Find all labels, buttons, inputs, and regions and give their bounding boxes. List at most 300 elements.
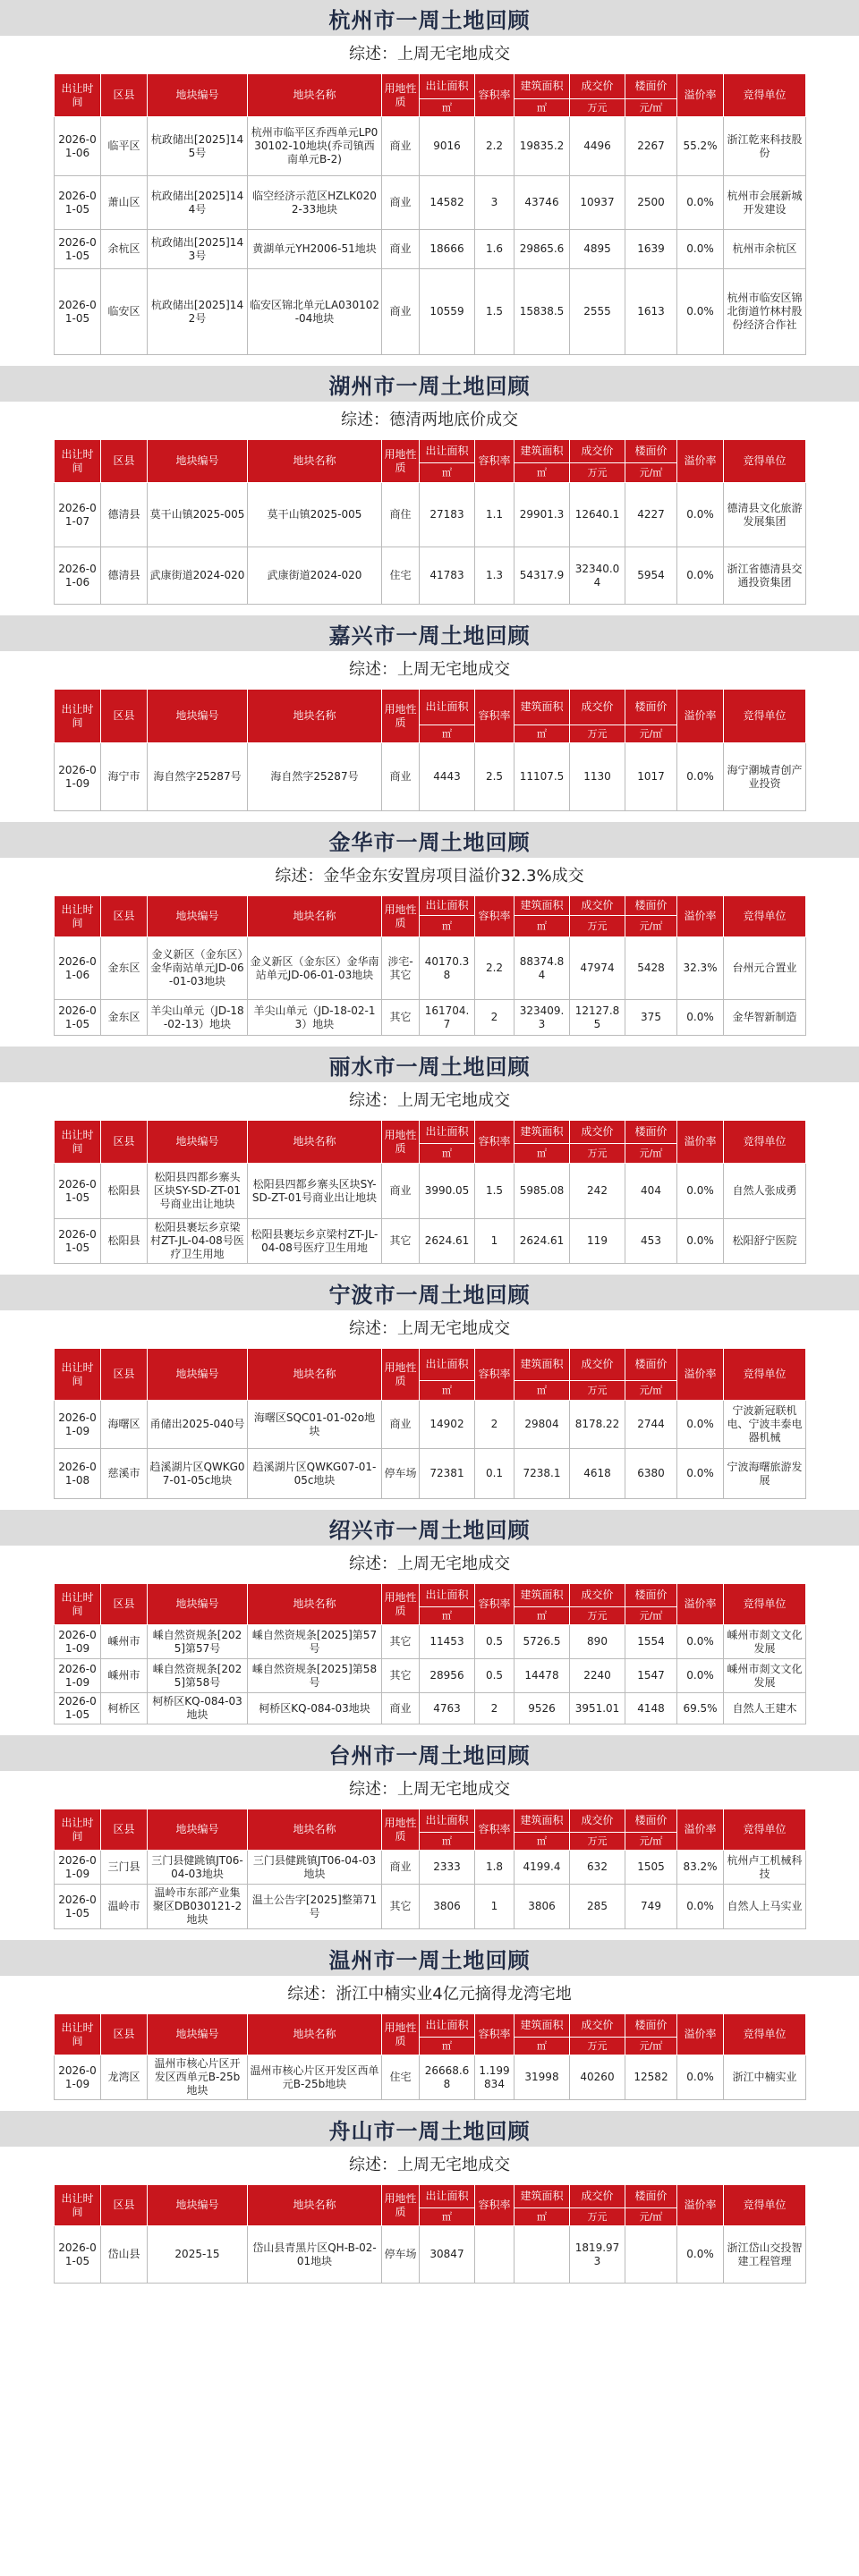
cell-name: 嵊自然资规条[2025]第57号 — [248, 1625, 382, 1659]
header-use: 用地性质 — [382, 2185, 420, 2226]
header-build-area: 建筑面积 — [515, 1349, 570, 1381]
header-name: 地块名称 — [248, 440, 382, 483]
table-row — [55, 176, 806, 230]
header-unit-area: ㎡ — [420, 1833, 475, 1851]
header-unit-area: ㎡ — [420, 1607, 475, 1625]
header-unit-unit-price: 元/㎡ — [625, 1381, 677, 1401]
header-district: 区县 — [101, 74, 148, 117]
cell-price: 12640.1 — [570, 483, 625, 547]
section-summary: 综述：浙江中楠实业4亿元摘得龙湾宅地 — [287, 1985, 572, 2004]
header-far: 容积率 — [475, 1349, 515, 1401]
header-use: 用地性质 — [382, 1809, 420, 1851]
cell-buyer: 杭州市余杭区 — [724, 230, 806, 269]
header-unit-price: 万元 — [570, 2208, 625, 2226]
header-far: 容积率 — [475, 2014, 515, 2055]
table-row — [55, 1625, 806, 1659]
table-row — [55, 937, 806, 1000]
cell-code: 莫干山镇2025-005 — [148, 483, 248, 547]
cell-name: 羊尖山单元（JD-18-02-13）地块 — [248, 1000, 382, 1036]
land-table — [54, 2184, 806, 2284]
table-row — [55, 1693, 806, 1724]
cell-far: 2.2 — [475, 937, 515, 1000]
cell-premium: 0.0% — [677, 269, 724, 355]
cell-date: 2026-01-05 — [55, 230, 101, 269]
header-use: 用地性质 — [382, 1121, 420, 1164]
header-price: 成交价 — [570, 1121, 625, 1144]
cell-unit-price: 404 — [625, 1164, 677, 1219]
header-unit-area: ㎡ — [420, 1381, 475, 1401]
header-date: 出让时间 — [55, 440, 101, 483]
section-shaoxing — [0, 1510, 859, 1735]
cell-price: 32340.04 — [570, 547, 625, 605]
header-unit-build-area: ㎡ — [515, 463, 570, 483]
cell-buyer: 杭州市临安区锦北街道竹林村股份经济合作社 — [724, 269, 806, 355]
section-title: 杭州市一周土地回顾 — [0, 0, 859, 36]
header-unit-unit-price: 元/㎡ — [625, 99, 677, 117]
header-far: 容积率 — [475, 440, 515, 483]
section-title: 绍兴市一周土地回顾 — [0, 1510, 859, 1546]
cell-price: 890 — [570, 1625, 625, 1659]
cell-area: 4443 — [420, 743, 475, 811]
header-unit-build-area: ㎡ — [515, 1833, 570, 1851]
header-name: 地块名称 — [248, 1584, 382, 1625]
header-name: 地块名称 — [248, 74, 382, 117]
section-jinhua — [0, 822, 859, 1046]
header-area: 出让面积 — [420, 2014, 475, 2038]
cell-date: 2026-01-09 — [55, 1625, 101, 1659]
section-summary: 综述：上周无宅地成交 — [349, 45, 510, 64]
land-table — [54, 1348, 806, 1499]
header-unit-price: 楼面价 — [625, 440, 677, 463]
header-buyer: 竞得单位 — [724, 2185, 806, 2226]
header-code: 地块编号 — [148, 74, 248, 117]
header-unit-price: 楼面价 — [625, 2185, 677, 2208]
cell-premium: 0.0% — [677, 230, 724, 269]
header-price: 成交价 — [570, 2185, 625, 2208]
header-code: 地块编号 — [148, 896, 248, 937]
cell-premium: 0.0% — [677, 1219, 724, 1264]
cell-far: 2.5 — [475, 743, 515, 811]
header-use: 用地性质 — [382, 2014, 420, 2055]
cell-price: 242 — [570, 1164, 625, 1219]
cell-code: 海自然字25287号 — [148, 743, 248, 811]
cell-district: 龙湾区 — [101, 2055, 148, 2100]
cell-price: 2240 — [570, 1659, 625, 1693]
cell-name: 金义新区（金东区）金华南站单元JD-06-01-03地块 — [248, 937, 382, 1000]
cell-area: 41783 — [420, 547, 475, 605]
cell-area: 3990.05 — [420, 1164, 475, 1219]
cell-price: 285 — [570, 1885, 625, 1929]
cell-unit-price: 1017 — [625, 743, 677, 811]
cell-area: 14902 — [420, 1401, 475, 1449]
table-row — [55, 2226, 806, 2284]
cell-premium: 0.0% — [677, 1000, 724, 1036]
table-row — [55, 1219, 806, 1264]
cell-price: 1819.973 — [570, 2226, 625, 2284]
land-table — [54, 73, 806, 355]
cell-date: 2026-01-06 — [55, 547, 101, 605]
land-table — [54, 1120, 806, 1264]
table-row — [55, 483, 806, 547]
cell-date: 2026-01-05 — [55, 2226, 101, 2284]
section-title: 温州市一周土地回顾 — [0, 1940, 859, 1976]
cell-code: 松阳县裹坛乡京梁村ZT-JL-04-08号医疗卫生用地 — [148, 1219, 248, 1264]
cell-buyer: 宁波海曙旅游发展 — [724, 1449, 806, 1499]
header-area: 出让面积 — [420, 690, 475, 725]
header-date: 出让时间 — [55, 74, 101, 117]
cell-use: 商住 — [382, 483, 420, 547]
section-zhoushan — [0, 2111, 859, 2294]
section-summary: 综述：上周无宅地成交 — [349, 1555, 510, 1573]
cell-buyer: 浙江中楠实业 — [724, 2055, 806, 2100]
cell-area: 161704.7 — [420, 1000, 475, 1036]
header-unit-price: 万元 — [570, 463, 625, 483]
cell-name: 武康街道2024-020 — [248, 547, 382, 605]
cell-build-area: 88374.84 — [515, 937, 570, 1000]
header-buyer: 竞得单位 — [724, 74, 806, 117]
cell-date: 2026-01-05 — [55, 176, 101, 230]
cell-unit-price: 2500 — [625, 176, 677, 230]
header-unit-price: 楼面价 — [625, 2014, 677, 2038]
cell-premium: 83.2% — [677, 1851, 724, 1885]
cell-premium: 0.0% — [677, 743, 724, 811]
table-row — [55, 269, 806, 355]
cell-name: 莫干山镇2025-005 — [248, 483, 382, 547]
cell-build-area: 5726.5 — [515, 1625, 570, 1659]
cell-unit-price: 2744 — [625, 1401, 677, 1449]
header-buyer: 竞得单位 — [724, 896, 806, 937]
cell-use: 住宅 — [382, 2055, 420, 2100]
cell-premium: 0.0% — [677, 547, 724, 605]
header-far: 容积率 — [475, 1809, 515, 1851]
header-unit-price: 楼面价 — [625, 1584, 677, 1607]
cell-use: 商业 — [382, 269, 420, 355]
cell-date: 2026-01-05 — [55, 269, 101, 355]
cell-premium: 0.0% — [677, 483, 724, 547]
header-area: 出让面积 — [420, 896, 475, 916]
cell-use: 停车场 — [382, 1449, 420, 1499]
table-row — [55, 230, 806, 269]
cell-premium: 0.0% — [677, 1164, 724, 1219]
cell-price: 3951.01 — [570, 1693, 625, 1724]
header-name: 地块名称 — [248, 1121, 382, 1164]
cell-unit-price: 1613 — [625, 269, 677, 355]
header-district: 区县 — [101, 2185, 148, 2226]
header-build-area: 建筑面积 — [515, 1121, 570, 1144]
cell-code: 温岭市东部产业集聚区DB030121-2地块 — [148, 1885, 248, 1929]
cell-district: 温岭市 — [101, 1885, 148, 1929]
header-unit-price: 楼面价 — [625, 1809, 677, 1833]
header-use: 用地性质 — [382, 1349, 420, 1401]
header-use: 用地性质 — [382, 1584, 420, 1625]
cell-name: 嵊自然资规条[2025]第58号 — [248, 1659, 382, 1693]
cell-code: 趋溪湖片区QWKG07-01-05c地块 — [148, 1449, 248, 1499]
cell-code: 杭政储出[2025]144号 — [148, 176, 248, 230]
cell-build-area: 15838.5 — [515, 269, 570, 355]
cell-date: 2026-01-06 — [55, 117, 101, 176]
cell-build-area: 14478 — [515, 1659, 570, 1693]
section-title: 台州市一周土地回顾 — [0, 1735, 859, 1771]
header-far: 容积率 — [475, 896, 515, 937]
cell-district: 松阳县 — [101, 1219, 148, 1264]
cell-code: 羊尖山单元（JD-18-02-13）地块 — [148, 1000, 248, 1036]
header-code: 地块编号 — [148, 1809, 248, 1851]
header-date: 出让时间 — [55, 2014, 101, 2055]
cell-name: 临空经济示范区HZLK0202-33地块 — [248, 176, 382, 230]
cell-district: 柯桥区 — [101, 1693, 148, 1724]
header-unit-build-area: ㎡ — [515, 99, 570, 117]
header-date: 出让时间 — [55, 1809, 101, 1851]
cell-date: 2026-01-09 — [55, 1851, 101, 1885]
header-unit-unit-price: 元/㎡ — [625, 1144, 677, 1164]
cell-use: 商业 — [382, 1164, 420, 1219]
section-summary: 综述：上周无宅地成交 — [349, 1091, 510, 1110]
cell-price: 4618 — [570, 1449, 625, 1499]
cell-far: 1.5 — [475, 269, 515, 355]
cell-code: 武康街道2024-020 — [148, 547, 248, 605]
header-unit-price: 楼面价 — [625, 896, 677, 916]
cell-area: 40170.38 — [420, 937, 475, 1000]
header-unit-build-area: ㎡ — [515, 2208, 570, 2226]
header-unit-unit-price: 元/㎡ — [625, 463, 677, 483]
cell-use: 其它 — [382, 1219, 420, 1264]
cell-buyer: 自然人张成勇 — [724, 1164, 806, 1219]
cell-name: 黄湖单元YH2006-51地块 — [248, 230, 382, 269]
header-premium: 溢价率 — [677, 1809, 724, 1851]
cell-buyer: 浙江岱山交投智建工程管理 — [724, 2226, 806, 2284]
cell-price: 8178.22 — [570, 1401, 625, 1449]
header-build-area: 建筑面积 — [515, 1584, 570, 1607]
header-far: 容积率 — [475, 690, 515, 743]
cell-far — [475, 2226, 515, 2284]
cell-build-area: 7238.1 — [515, 1449, 570, 1499]
cell-name: 三门县健跳镇JT06-04-03地块 — [248, 1851, 382, 1885]
cell-price: 119 — [570, 1219, 625, 1264]
cell-unit-price: 453 — [625, 1219, 677, 1264]
cell-buyer: 杭州卢工机械科技 — [724, 1851, 806, 1885]
cell-area: 3806 — [420, 1885, 475, 1929]
cell-far: 1.1 — [475, 483, 515, 547]
section-summary: 综述：金华金东安置房项目溢价32.3%成交 — [275, 867, 584, 886]
cell-date: 2026-01-05 — [55, 1693, 101, 1724]
cell-far: 1.8 — [475, 1851, 515, 1885]
cell-district: 金东区 — [101, 1000, 148, 1036]
header-code: 地块编号 — [148, 2014, 248, 2055]
cell-premium: 0.0% — [677, 1401, 724, 1449]
header-unit-area: ㎡ — [420, 1144, 475, 1164]
table-row — [55, 1659, 806, 1693]
header-unit-area: ㎡ — [420, 916, 475, 937]
cell-code: 三门县健跳镇JT06-04-03地块 — [148, 1851, 248, 1885]
cell-code: 杭政储出[2025]143号 — [148, 230, 248, 269]
cell-district: 临安区 — [101, 269, 148, 355]
cell-code: 2025-15 — [148, 2226, 248, 2284]
cell-date: 2026-01-09 — [55, 1659, 101, 1693]
header-date: 出让时间 — [55, 896, 101, 937]
header-district: 区县 — [101, 1349, 148, 1401]
cell-unit-price: 1547 — [625, 1659, 677, 1693]
land-table — [54, 1583, 806, 1724]
cell-date: 2026-01-05 — [55, 1219, 101, 1264]
cell-date: 2026-01-09 — [55, 1401, 101, 1449]
cell-date: 2026-01-07 — [55, 483, 101, 547]
cell-use: 其它 — [382, 1885, 420, 1929]
cell-premium: 0.0% — [677, 176, 724, 230]
cell-far: 2 — [475, 1401, 515, 1449]
header-buyer: 竞得单位 — [724, 1121, 806, 1164]
header-unit-price: 万元 — [570, 1381, 625, 1401]
header-name: 地块名称 — [248, 1349, 382, 1401]
cell-build-area: 43746 — [515, 176, 570, 230]
header-premium: 溢价率 — [677, 1584, 724, 1625]
header-use: 用地性质 — [382, 896, 420, 937]
cell-code: 柯桥区KQ-084-03地块 — [148, 1693, 248, 1724]
cell-price: 4496 — [570, 117, 625, 176]
header-unit-price: 万元 — [570, 916, 625, 937]
land-table — [54, 689, 806, 811]
table-row — [55, 1164, 806, 1219]
header-code: 地块编号 — [148, 1584, 248, 1625]
cell-district: 金东区 — [101, 937, 148, 1000]
cell-unit-price: 1639 — [625, 230, 677, 269]
header-unit-build-area: ㎡ — [515, 1381, 570, 1401]
cell-date: 2026-01-05 — [55, 1164, 101, 1219]
header-unit-area: ㎡ — [420, 99, 475, 117]
cell-name: 柯桥区KQ-084-03地块 — [248, 1693, 382, 1724]
cell-far: 1.3 — [475, 547, 515, 605]
header-date: 出让时间 — [55, 1584, 101, 1625]
cell-district: 松阳县 — [101, 1164, 148, 1219]
header-premium: 溢价率 — [677, 440, 724, 483]
cell-name: 海自然字25287号 — [248, 743, 382, 811]
header-name: 地块名称 — [248, 1809, 382, 1851]
header-unit-area: ㎡ — [420, 463, 475, 483]
section-summary: 综述：上周无宅地成交 — [349, 1319, 510, 1338]
header-unit-price: 万元 — [570, 1833, 625, 1851]
header-buyer: 竞得单位 — [724, 1809, 806, 1851]
cell-name: 趋溪湖片区QWKG07-01-05c地块 — [248, 1449, 382, 1499]
header-price: 成交价 — [570, 896, 625, 916]
header-premium: 溢价率 — [677, 2185, 724, 2226]
cell-unit-price: 4148 — [625, 1693, 677, 1724]
cell-use: 住宅 — [382, 547, 420, 605]
cell-build-area: 19835.2 — [515, 117, 570, 176]
header-district: 区县 — [101, 440, 148, 483]
header-use: 用地性质 — [382, 440, 420, 483]
header-unit-price: 万元 — [570, 725, 625, 743]
header-date: 出让时间 — [55, 2185, 101, 2226]
section-title: 丽水市一周土地回顾 — [0, 1046, 859, 1082]
cell-build-area: 29804 — [515, 1401, 570, 1449]
header-premium: 溢价率 — [677, 690, 724, 743]
cell-code: 杭政储出[2025]142号 — [148, 269, 248, 355]
section-title: 湖州市一周土地回顾 — [0, 366, 859, 402]
header-unit-build-area: ㎡ — [515, 1144, 570, 1164]
cell-unit-price: 375 — [625, 1000, 677, 1036]
cell-far: 2 — [475, 1000, 515, 1036]
header-build-area: 建筑面积 — [515, 690, 570, 725]
cell-date: 2026-01-09 — [55, 743, 101, 811]
table-row — [55, 1851, 806, 1885]
header-area: 出让面积 — [420, 74, 475, 99]
header-unit-unit-price: 元/㎡ — [625, 725, 677, 743]
cell-district: 嵊州市 — [101, 1659, 148, 1693]
section-title: 嘉兴市一周土地回顾 — [0, 615, 859, 651]
table-row — [55, 743, 806, 811]
header-premium: 溢价率 — [677, 1121, 724, 1164]
header-use: 用地性质 — [382, 74, 420, 117]
cell-build-area: 2624.61 — [515, 1219, 570, 1264]
header-buyer: 竞得单位 — [724, 1584, 806, 1625]
cell-build-area: 29865.6 — [515, 230, 570, 269]
cell-code: 甬储出2025-040号 — [148, 1401, 248, 1449]
cell-use: 商业 — [382, 117, 420, 176]
cell-buyer: 嵊州市剡文文化发展 — [724, 1625, 806, 1659]
section-wenzhou — [0, 1940, 859, 2111]
header-use: 用地性质 — [382, 690, 420, 743]
cell-unit-price: 4227 — [625, 483, 677, 547]
cell-area: 28956 — [420, 1659, 475, 1693]
header-district: 区县 — [101, 1809, 148, 1851]
cell-date: 2026-01-05 — [55, 1885, 101, 1929]
cell-use: 其它 — [382, 1659, 420, 1693]
header-unit-unit-price: 元/㎡ — [625, 916, 677, 937]
header-unit-build-area: ㎡ — [515, 916, 570, 937]
header-date: 出让时间 — [55, 690, 101, 743]
cell-far: 1.6 — [475, 230, 515, 269]
cell-premium: 32.3% — [677, 937, 724, 1000]
cell-unit-price: 12582 — [625, 2055, 677, 2100]
cell-build-area: 31998 — [515, 2055, 570, 2100]
header-name: 地块名称 — [248, 896, 382, 937]
cell-name: 岱山县青黑片区QH-B-02-01地块 — [248, 2226, 382, 2284]
header-build-area: 建筑面积 — [515, 74, 570, 99]
cell-unit-price: 6380 — [625, 1449, 677, 1499]
section-title: 舟山市一周土地回顾 — [0, 2111, 859, 2147]
cell-code: 温州市核心片区开发区西单元B-25b地块 — [148, 2055, 248, 2100]
cell-area: 18666 — [420, 230, 475, 269]
section-taizhou — [0, 1735, 859, 1940]
header-far: 容积率 — [475, 1584, 515, 1625]
section-hangzhou — [0, 0, 859, 366]
cell-far: 3 — [475, 176, 515, 230]
cell-code: 嵊自然资规条[2025]第58号 — [148, 1659, 248, 1693]
header-unit-area: ㎡ — [420, 2038, 475, 2055]
cell-buyer: 台州元合置业 — [724, 937, 806, 1000]
header-unit-price: 万元 — [570, 1144, 625, 1164]
header-premium: 溢价率 — [677, 74, 724, 117]
land-table — [54, 1809, 806, 1929]
cell-use: 其它 — [382, 1625, 420, 1659]
cell-build-area: 5985.08 — [515, 1164, 570, 1219]
cell-use: 商业 — [382, 176, 420, 230]
cell-unit-price: 1554 — [625, 1625, 677, 1659]
cell-area: 72381 — [420, 1449, 475, 1499]
section-title: 金华市一周土地回顾 — [0, 822, 859, 858]
header-build-area: 建筑面积 — [515, 2014, 570, 2038]
header-price: 成交价 — [570, 690, 625, 725]
cell-buyer: 自然人上马实业 — [724, 1885, 806, 1929]
cell-area: 9016 — [420, 117, 475, 176]
header-buyer: 竞得单位 — [724, 690, 806, 743]
header-unit-price: 楼面价 — [625, 74, 677, 99]
cell-district: 慈溪市 — [101, 1449, 148, 1499]
header-unit-area: ㎡ — [420, 2208, 475, 2226]
section-summary: 综述：上周无宅地成交 — [349, 660, 510, 679]
header-far: 容积率 — [475, 2185, 515, 2226]
header-name: 地块名称 — [248, 690, 382, 743]
cell-buyer: 浙江省德清县交通投资集团 — [724, 547, 806, 605]
